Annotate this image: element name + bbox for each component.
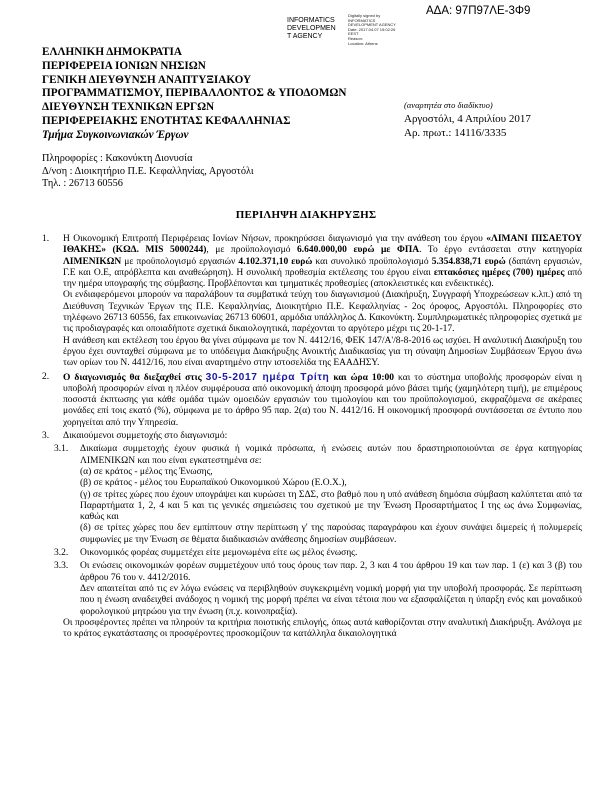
text-run: από την ημέρα υπογραφής της σύμβασης. Προβλέπονται και τμηματικές προθεσμίες (αποκλειστικές και ενδεικτικές). (63, 267, 582, 290)
paragraph (63, 372, 582, 429)
list-item: (α) σε κράτος - μέλος της Ένωσης, (80, 466, 213, 477)
section-number: 2. (42, 371, 50, 382)
letterhead-line: ΔΙΕΥΘΥΝΣΗ ΤΕΧΝΙΚΩΝ ΕΡΓΩΝ (42, 101, 215, 114)
document-title: ΠΕΡΙΛΗΨΗ ΔΙΑΚΗΡΥΞΗΣ (235, 209, 377, 221)
section-number: 3.2. (54, 548, 69, 559)
letterhead-line: ΕΛΛΗΝΙΚΗ ΔΗΜΟΚΡΑΤΙΑ (42, 46, 182, 58)
paragraph: Οικονομικός φορέας συμμετέχει είτε μεμονωμένα είτε ως μέλος ένωσης. (80, 548, 358, 559)
digital-signature-details (348, 14, 396, 46)
text-run: , με προϋπολογισμό (206, 245, 298, 256)
paragraph: Η ανάθεση και εκτέλεση του έργου θα γίνει σύμφωνα με τον Ν. 4412/16, ΦΕΚ 147/Α'/8-8-2016 ως ισχύει. Η αναλυτική Διακήρυξη του έργου έχει συνταχθεί σύμφωνα με το υπόδειγμα Διακήρυξης Ανοικτής Διαδικασίας για τη σύναψη Δημοσίων Συμβάσεων Έργου άνω των ορίων του Ν. 4412/16, που είναι αναρτημένο στην ιστοσελίδα της ΕΑΑΔΗΣΥ. (63, 335, 582, 369)
section-3-3 (42, 561, 582, 617)
paragraph (63, 234, 582, 290)
paragraph: Δεν απαιτείται από τις εν λόγω ενώσεις να περιβληθούν συγκεκριμένη νομική μορφή για την υποβολή προσφοράς. Σε περίπτωση που η ένωση αναδειχθεί ανάδοχος η νομική της μορφή πρέπει να είναι τέτοια που να εξασφαλίζεται η ύπαρξη ενός και μοναδικού φορολογικού μητρώου για την ένωση (π.χ. κοινοπραξία). (80, 583, 582, 617)
text-run: Ο διαγωνισμός θα διεξαχθεί στις (63, 372, 206, 383)
signature-detail-line: Location: Athens (348, 40, 378, 46)
section-number: 3.1. (54, 444, 69, 455)
paragraph: Δικαιούμενοι συμμετοχής στο διαγωνισμό: (63, 431, 228, 442)
signature-org-line: DEVELOPMEN (287, 25, 336, 32)
publication-note: (αναρτητέα στο διαδίκτυο) (404, 100, 493, 110)
text-run: (δαπάνη εργασιών, Γ.Ε και Ο.Ε, απρόβλεπτα και αναθεώρηση). Η συνολική προθεσμία εκτέλεσης του έργου είναι (63, 256, 582, 278)
text-run: με προϋπολογισμό εργασιών (121, 256, 239, 267)
section-1 (42, 234, 582, 370)
section-3-1 (42, 444, 582, 546)
text-run: Η Οικονομική Επιτροπή Περιφέρειας Ιονίων Νήσων, προκηρύσσει διαγωνισμό για την ανάθεση του έργου (63, 234, 487, 244)
letterhead-department: Τμήμα Συγκοινωνιακών Έργων (42, 128, 189, 141)
project-title: «ΛΙΜΑΝΙ ΠΙΣΑΕΤΟΥ ΙΘΑΚΗΣ» (ΚΩΔ. MIS 5000244) (63, 234, 582, 256)
letterhead-line: ΠΕΡΙΦΕΡΕΙΑΚΗΣ ΕΝΟΤΗΤΑΣ ΚΕΦΑΛΛΗΝΙΑΣ (42, 114, 291, 127)
signature-detail-line: INFORMATICS (348, 17, 376, 23)
signature-org-line: INFORMATICS (287, 17, 335, 24)
signature-detail-line: Digitally signed by (348, 13, 381, 18)
paragraph: Οι προσφέροντες πρέπει να πληρούν τα κριτήρια ποιοτικής επιλογής, όπως αυτά καθορίζονται στην αναλυτική Διακήρυξη. Ανάλογα με το κράτος εγκατάστασης οι προσφέροντες προσκομίζουν τα κατάλληλα δικαιολογητικά (63, 617, 582, 640)
ada-code: ΑΔΑ: 97Π97ΛΕ-3Φ9 (426, 5, 531, 17)
section-2 (42, 372, 582, 429)
project-category: ΛΙΜΕΝΙΚΩΝ (63, 256, 122, 267)
letterhead (42, 46, 346, 143)
signature-detail-line: Reason: (348, 35, 363, 41)
duration: επτακόσιες ημέρες (700) ημέρες (433, 267, 565, 278)
signature-detail-line: EEST (348, 31, 359, 37)
text-run: . Το έργο εντάσσεται στην κατηγορία (419, 245, 583, 256)
signature-detail-line: DEVELOPMENT AGENCY (348, 22, 396, 28)
budget-total: 6.640.000,00 ευρώ με ΦΠΑ (297, 245, 420, 256)
paragraph: Οι ενώσεις οικονομικών φορέων συμμετέχουν υπό τους όρους των παρ. 2, 3 και 4 του άρθρου 19 και των παρ. 1 (ε) και 3 (β) του άρθρου 76 του ν. 4412/2016. (80, 561, 582, 583)
tender-time: και ώρα 10:00 (329, 372, 395, 383)
overall-budget: 5.354.838,71 ευρώ (431, 256, 506, 267)
section-number: 3.3. (54, 561, 69, 572)
contact-info (42, 153, 254, 191)
section-number: 3. (42, 431, 50, 442)
tender-date: 30-5-2017 ημέρα Τρίτη (205, 371, 330, 383)
section-3-2 (42, 548, 582, 559)
signature-org-line: T AGENCY (287, 33, 323, 40)
letterhead-line: ΓΕΝΙΚΗ ΔΙΕΥΘΥΝΣΗ ΑΝΑΠΤΥΞΙΑΚΟΥ (42, 73, 252, 86)
list-item: (δ) σε τρίτες χώρες που δεν εμπίπτουν στην περίπτωση γ' της παρούσας παραγράφου και έχουν συνάψει διμερείς ή πολυμερείς συμφωνίες με την Ένωση σε θέματα διαδικασιών ανάθεσης δημοσίων συμβάσεων. (80, 523, 582, 545)
text-run: και το σύστημα υποβολής προσφορών είναι η υποβολή προσφορών είναι η πλέον συμφέρουσα από οικονομική άποψη προσφορά μόνο βάσει τιμής (χαμηλότερη τιμή), με επιμέρους ποσοστά έκπτωσης για κάθε ομάδα τιμών ομοειδών εργασιών του τιμολογίου και του προϋπολογισμού, εκφραζόμενα σε ακέραιες μονάδες επί τοις εκατό (%), σύμφωνα με το άρθρο 95 παρ. 2(α) του Ν. 4412/16. Η οικονομική προσφορά συντάσσεται σε έντυπο που χορηγείται από την Υπηρεσία. (63, 372, 583, 428)
paragraph: Δικαίωμα συμμετοχής έχουν φυσικά ή νομικά πρόσωπα, ή ενώσεις αυτών που δραστηριοποιούνται σε έργα κατηγορίας ΛΙΜΕΝΙΚΩΝ και που είναι εγκατεστημένα σε: (80, 444, 582, 466)
section-3-continuation (42, 618, 582, 641)
contact-info-line: Τηλ. : 26713 60556 (42, 178, 123, 189)
signature-detail-line: Date: 2017.04.07 15:02:26 (348, 26, 396, 32)
contact-info-line: Δ/νση : Διοικητήριο Π.Ε. Κεφαλληνίας, Αργοστόλι (42, 165, 254, 177)
document-body (42, 234, 582, 642)
paragraph: Οι ενδιαφερόμενοι μπορούν να παραλάβουν τα συμβατικά τεύχη του διαγωνισμού (Διακήρυξη, Συγγραφή Υποχρεώσεων κ.λπ.) από τη Διεύθυνση Τεχνικών Έργων της Π.Ε. Κεφαλληνίας, Διοικητήριο Π.Ε. Κεφαλληνίας - 2ος όροφος, Αργοστόλι. Πληροφορίες στο τηλέφωνο 26713 60556, fax επικοινωνίας 26713 60601, αρμόδια υπάλληλος Δ. Κακονύκτη. Συμπληρωματικές πληροφορίες σχετικά με τις προδιαγραφές και οποιαδήποτε σχετικά δικαιολογητικά, παρέχονται το αργότερο μέχρι τις 20-1-17. (63, 290, 582, 335)
letterhead-line: ΠΡΟΓΡΑΜΜΑΤΙΣΜΟΥ, ΠΕΡΙΒΑΛΛΟΝΤΟΣ & ΥΠΟΔΟΜΩΝ (42, 87, 347, 100)
digital-signature-org (287, 17, 336, 41)
protocol-number: Αρ. πρωτ.: 14116/3335 (404, 127, 507, 139)
document-date: Αργοστόλι, 4 Απριλίου 2017 (404, 113, 531, 125)
contact-info-line: Πληροφορίες : Κακονύκτη Διονυσία (42, 153, 193, 164)
list-item: (β) σε κράτος - μέλος του Ευρωπαϊκού Οικονομικού Χώρου (Ε.Ο.Χ.), (80, 478, 347, 489)
works-budget: 4.102.371,10 ευρώ (238, 256, 313, 267)
list-item: (γ) σε τρίτες χώρες που έχουν υπογράψει και κυρώσει τη ΣΔΣ, στο βαθμό που η υπό ανάθεση δημόσια σύμβαση καλύπτεται από τα Παραρτήματα 1, 2, 4 και 5 και τις γενικές σημειώσεις του σχετικού με την Ένωση Προσαρτήματος Ι της ως άνω Συμφωνίας, καθώς και (80, 489, 582, 523)
section-number: 1. (42, 234, 50, 244)
letterhead-line: ΠΕΡΙΦΕΡΕΙΑ ΙΟΝΙΩΝ ΝΗΣΙΩΝ (42, 59, 206, 72)
section-3 (42, 431, 582, 442)
text-run: και συνολικό προϋπολογισμό (312, 256, 432, 267)
